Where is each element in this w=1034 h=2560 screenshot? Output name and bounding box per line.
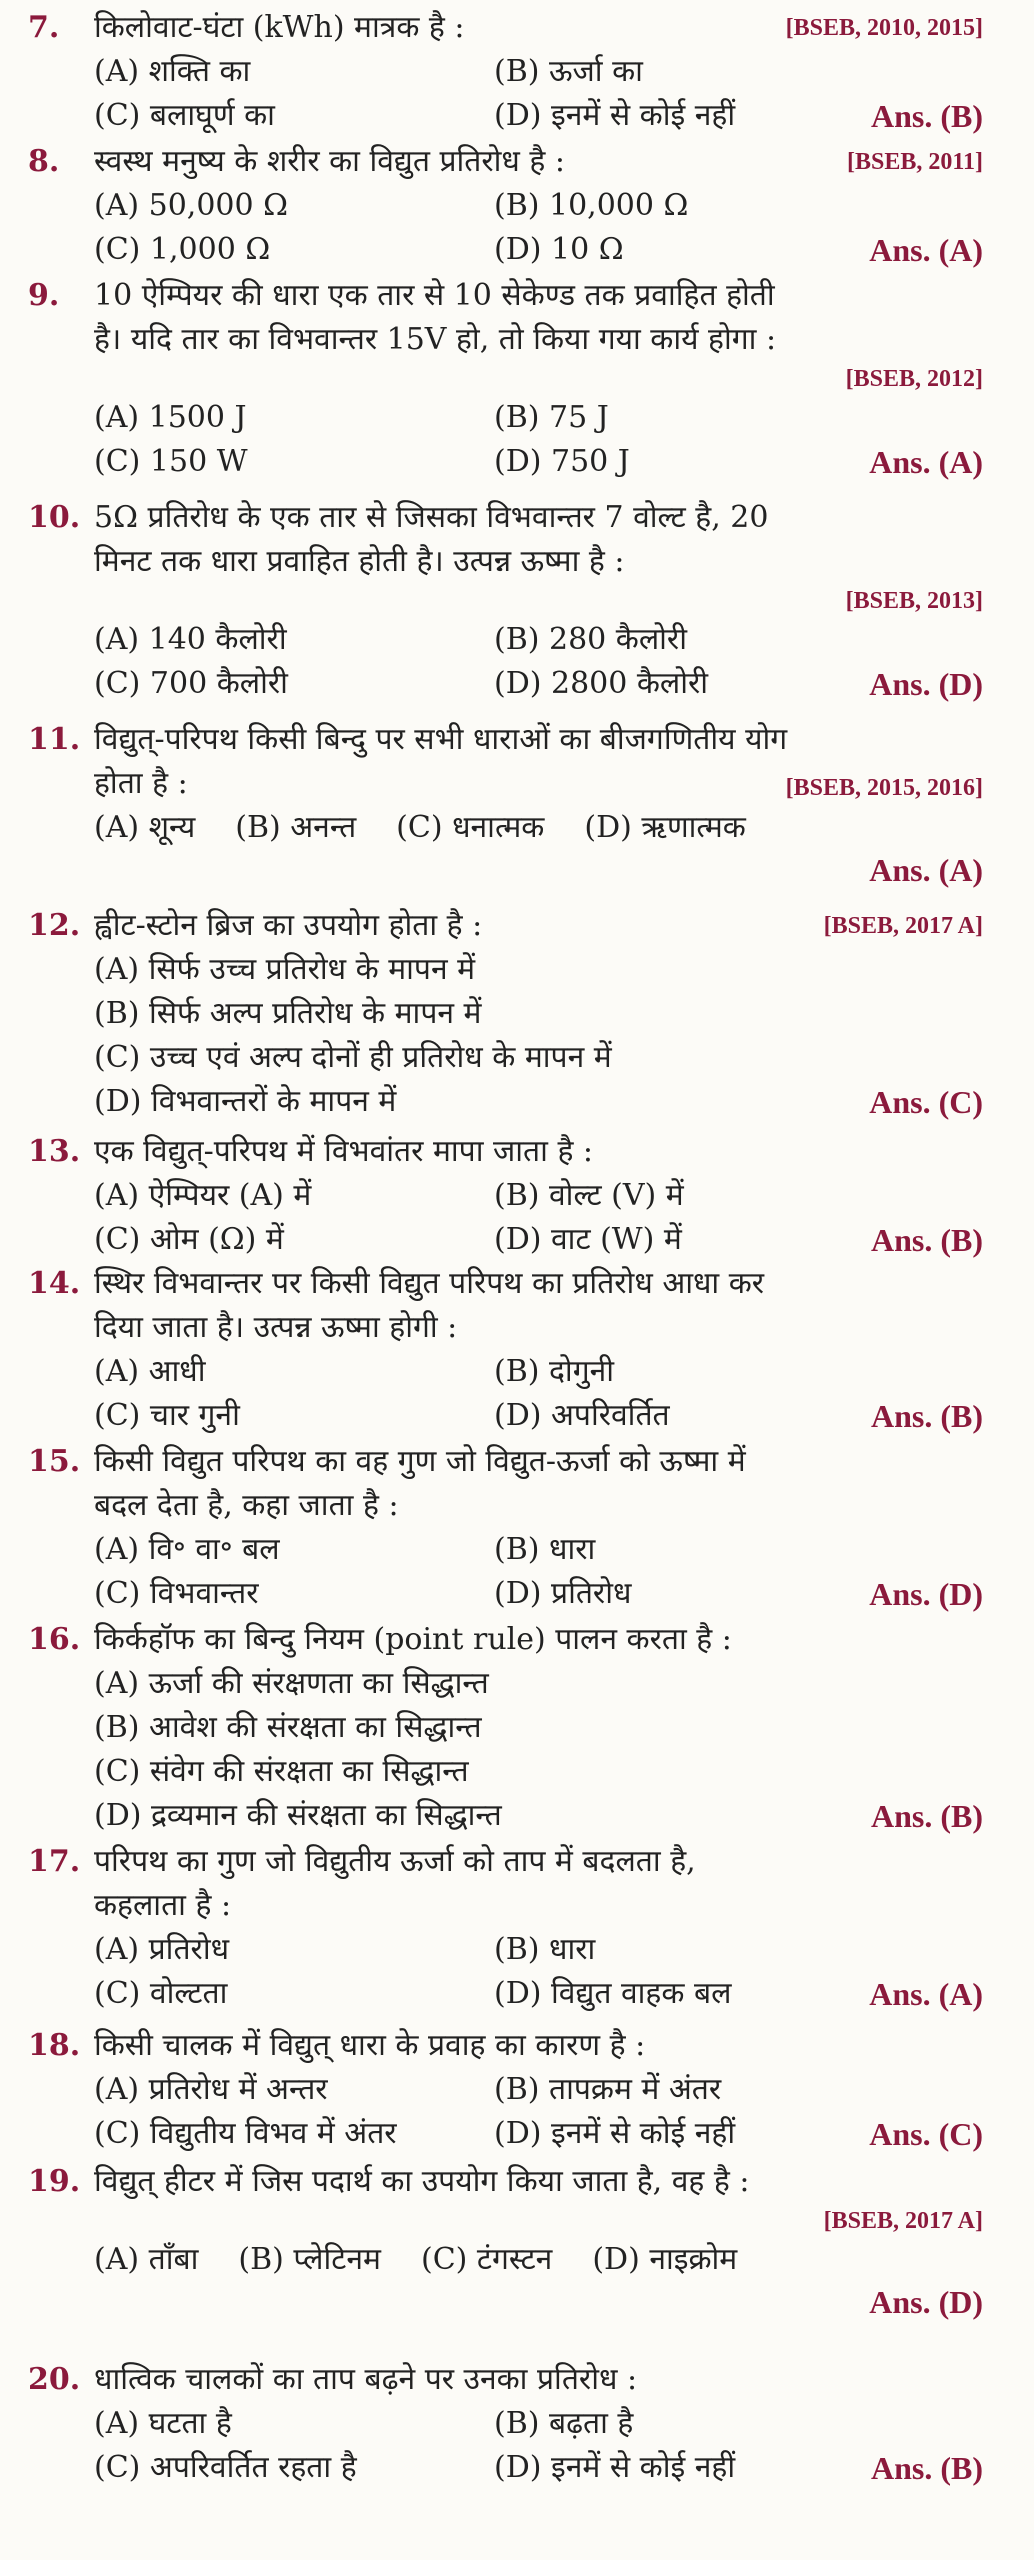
- question-18: [28, 2024, 983, 2156]
- option-d: (D) नाइक्रोम: [592, 2242, 738, 2277]
- option-b: (B) आवेश की संरक्षता का सिद्धान्त: [94, 1710, 482, 1745]
- option-c: (C) अपरिवर्तित रहता है: [94, 2450, 357, 2485]
- question-text: एक विद्युत्-परिपथ में विभवांतर मापा जाता है :: [94, 1134, 594, 1169]
- question-8: [28, 140, 983, 272]
- option-a: (A) 1500 J: [94, 400, 247, 435]
- option-d: (D) विभवान्तरों के मापन में: [94, 1084, 397, 1119]
- answer: Ans. (D): [869, 2284, 983, 2320]
- option-a: (A) वि॰ वा॰ बल: [94, 1532, 280, 1567]
- option-c: (C) चार गुनी: [94, 1398, 240, 1433]
- exam-source: [BSEB, 2012]: [845, 366, 983, 392]
- answer: Ans. (B): [870, 1222, 983, 1258]
- question-10: [28, 496, 983, 706]
- option-a: (A) शून्य: [94, 810, 196, 845]
- question-text: स्वस्थ मनुष्य के शरीर का विद्युत प्रतिरोध है : [BSEB, 2011]: [94, 140, 983, 184]
- question-text: स्थिर विभवान्तर पर किसी विद्युत परिपथ का प्रतिरोध आधा कर दिया जाता है। उत्पन्न ऊष्मा होगी :: [94, 1266, 765, 1345]
- option-c: (C) 1,000 Ω: [94, 232, 271, 267]
- option-b: (B) दोगुनी: [494, 1354, 615, 1389]
- option-d: (D) इनमें से कोई नहीं: [494, 98, 736, 133]
- question-number: 8.: [28, 144, 60, 179]
- question-number: 16.: [28, 1622, 81, 1657]
- question-text: किसी विद्युत परिपथ का वह गुण जो विद्युत-ऊर्जा को ऊष्मा में बदल देता है, कहा जाता है :: [94, 1444, 746, 1523]
- option-d: (D) इनमें से कोई नहीं: [494, 2450, 736, 2485]
- question-text: किसी चालक में विद्युत् धारा के प्रवाह का कारण है :: [94, 2028, 646, 2063]
- question-text: विद्युत्-परिपथ किसी बिन्दु पर सभी धाराओं का बीजगणितीय योग होता है : [BSEB, 2015, 2016]: [94, 718, 983, 806]
- option-d: (D) प्रतिरोध: [494, 1576, 632, 1611]
- option-c: (C) वोल्टता: [94, 1976, 228, 2011]
- option-d: (D) 750 J: [494, 444, 630, 479]
- question-12: [28, 904, 983, 1124]
- option-b: (B) प्लेटिनम: [238, 2242, 381, 2277]
- question-number: 17.: [28, 1844, 81, 1879]
- question-number: 10.: [28, 500, 81, 535]
- question-text: 10 ऐम्पियर की धारा एक तार से 10 सेकेण्ड तक प्रवाहित होती है। यदि तार का विभवान्तर 15V हो, तो किया गया कार्य होगा :: [94, 278, 777, 357]
- option-c: (C) उच्च एवं अल्प दोनों ही प्रतिरोध के मापन में: [94, 1040, 612, 1075]
- question-16: [28, 1618, 983, 1838]
- option-d: (D) 2800 कैलोरी: [494, 666, 709, 701]
- answer: Ans. (A): [869, 232, 983, 268]
- option-a: (A) सिर्फ उच्च प्रतिरोध के मापन में: [94, 952, 476, 987]
- option-a: (A) प्रतिरोध: [94, 1932, 230, 1967]
- option-c: (C) 700 कैलोरी: [94, 666, 288, 701]
- question-number: 11.: [28, 722, 81, 757]
- option-b: (B) अनन्त: [235, 810, 357, 845]
- option-b: (B) वोल्ट (V) में: [494, 1178, 684, 1213]
- option-c: (C) विद्युतीय विभव में अंतर: [94, 2116, 397, 2151]
- option-c: (C) विभवान्तर: [94, 1576, 259, 1611]
- question-number: 14.: [28, 1266, 81, 1301]
- option-c: (C) संवेग की संरक्षता का सिद्धान्त: [94, 1754, 469, 1789]
- question-17: [28, 1840, 983, 2016]
- question-9: [28, 274, 983, 484]
- option-a: (A) शक्ति का: [94, 54, 251, 89]
- option-d: (D) द्रव्यमान की संरक्षता का सिद्धान्त: [94, 1798, 502, 1833]
- option-a: (A) ऐम्पियर (A) में: [94, 1178, 312, 1213]
- option-a: (A) 140 कैलोरी: [94, 622, 287, 657]
- option-c: (C) 150 W: [94, 444, 248, 479]
- question-number: 15.: [28, 1444, 81, 1479]
- answer: Ans. (A): [869, 444, 983, 480]
- option-c: (C) टंगस्टन: [420, 2242, 553, 2277]
- answer: Ans. (A): [869, 1976, 983, 2012]
- question-11: [28, 718, 983, 890]
- question-number: 20.: [28, 2362, 81, 2397]
- question-text: विद्युत् हीटर में जिस पदार्थ का उपयोग किया जाता है, वह है :: [94, 2164, 750, 2199]
- option-a: (A) घटता है: [94, 2406, 232, 2441]
- question-14: [28, 1262, 983, 1438]
- question-number: 7.: [28, 10, 60, 45]
- option-d: (D) विद्युत वाहक बल: [494, 1976, 732, 2011]
- option-b: (B) बढ़ता है: [494, 2406, 634, 2441]
- question-text: किलोवाट-घंटा (kWh) मात्रक है : [BSEB, 2010, 2015]: [94, 6, 983, 50]
- question-number: 13.: [28, 1134, 81, 1169]
- question-19: [28, 2160, 983, 2322]
- question-text: 5Ω प्रतिरोध के एक तार से जिसका विभवान्तर 7 वोल्ट है, 20 मिनट तक धारा प्रवाहित होती है। उत्पन्न ऊष्मा है :: [94, 500, 769, 579]
- exam-source: [BSEB, 2011]: [846, 149, 983, 175]
- option-b: (B) 10,000 Ω: [494, 188, 689, 223]
- answer: Ans. (C): [869, 2116, 983, 2152]
- question-number: 12.: [28, 908, 81, 943]
- question-number: 9.: [28, 278, 60, 313]
- question-number: 19.: [28, 2164, 81, 2199]
- exam-source: [BSEB, 2010, 2015]: [785, 15, 983, 41]
- question-15: [28, 1440, 983, 1616]
- option-d: (D) इनमें से कोई नहीं: [494, 2116, 736, 2151]
- answer: Ans. (B): [870, 2450, 983, 2486]
- exam-source: [BSEB, 2013]: [845, 588, 983, 614]
- question-text: किर्कहॉफ का बिन्दु नियम (point rule) पालन करता है :: [94, 1622, 732, 1657]
- option-c: (C) बलाघूर्ण का: [94, 98, 275, 133]
- option-d: (D) ऋणात्मक: [584, 810, 746, 845]
- answer: Ans. (C): [869, 1084, 983, 1120]
- option-d: (D) वाट (W) में: [494, 1222, 682, 1257]
- option-a: (A) ताँबा: [94, 2242, 199, 2277]
- question-text: परिपथ का गुण जो विद्युतीय ऊर्जा को ताप में बदलता है, कहलाता है :: [94, 1844, 696, 1923]
- question-7: [28, 6, 983, 138]
- option-b: (B) धारा: [494, 1932, 596, 1967]
- question-number: 18.: [28, 2028, 81, 2063]
- question-text: ह्वीट-स्टोन ब्रिज का उपयोग होता है : [BSEB, 2017 A]: [94, 904, 983, 948]
- answer: Ans. (B): [870, 1398, 983, 1434]
- option-a: (A) ऊर्जा की संरक्षणता का सिद्धान्त: [94, 1666, 489, 1701]
- answer: Ans. (D): [869, 666, 983, 702]
- question-20: [28, 2358, 983, 2490]
- option-d: (D) अपरिवर्तित: [494, 1398, 670, 1433]
- option-d: (D) 10 Ω: [494, 232, 624, 267]
- option-b: (B) 280 कैलोरी: [494, 622, 687, 657]
- option-b: (B) तापक्रम में अंतर: [494, 2072, 722, 2107]
- option-b: (B) सिर्फ अल्प प्रतिरोध के मापन में: [94, 996, 482, 1031]
- exam-source: [BSEB, 2015, 2016]: [785, 775, 983, 801]
- option-a: (A) आधी: [94, 1354, 206, 1389]
- option-b: (B) 75 J: [494, 400, 609, 435]
- exam-source: [BSEB, 2017 A]: [823, 2208, 983, 2234]
- answer: Ans. (A): [869, 852, 983, 888]
- option-c: (C) ओम (Ω) में: [94, 1222, 284, 1257]
- answer: Ans. (D): [869, 1576, 983, 1612]
- option-c: (C) धनात्मक: [396, 810, 545, 845]
- option-a: (A) 50,000 Ω: [94, 188, 288, 223]
- exam-source: [BSEB, 2017 A]: [823, 913, 983, 939]
- answer: Ans. (B): [870, 1798, 983, 1834]
- question-13: [28, 1130, 983, 1262]
- option-b: (B) धारा: [494, 1532, 596, 1567]
- answer: Ans. (B): [870, 98, 983, 134]
- question-text: धात्विक चालकों का ताप बढ़ने पर उनका प्रतिरोध :: [94, 2362, 638, 2397]
- option-a: (A) प्रतिरोध में अन्तर: [94, 2072, 328, 2107]
- option-b: (B) ऊर्जा का: [494, 54, 643, 89]
